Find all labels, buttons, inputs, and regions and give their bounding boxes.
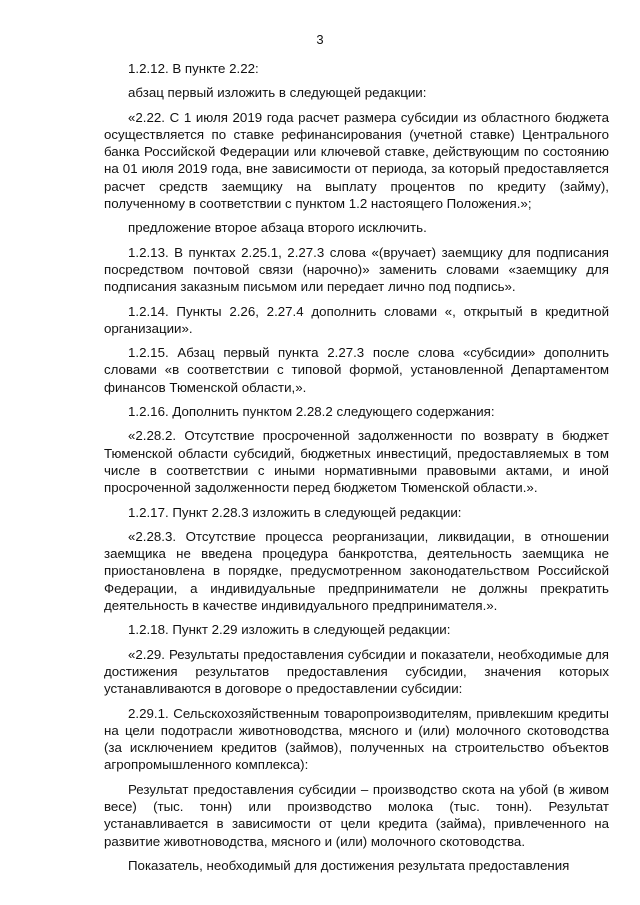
paragraph-1-2-12: 1.2.12. В пункте 2.22:: [128, 61, 259, 76]
paragraph-1-2-15: 1.2.15. Абзац первый пункта 2.27.3 после слова «субсидии» дополнить словами «в соответствии с типовой формой, установленной Департаментом финансов Тюменской области,».: [104, 345, 609, 395]
paragraph-1-2-16: 1.2.16. Дополнить пунктом 2.28.2 следующего содержания:: [128, 404, 495, 420]
paragraph-second-sentence: предложение второе абзаца второго исключить.: [128, 220, 427, 236]
paragraph-first-abzac: абзац первый изложить в следующей редакции:: [128, 85, 427, 101]
paragraph-1-2-14: 1.2.14. Пункты 2.26, 2.27.4 дополнить словами «, открытый в кредитной организации».: [104, 303, 609, 336]
paragraph-2-22-text: «2.22. С 1 июля 2019 года расчет размера субсидии из областного бюджета осуществляется по ставке рефинансирования (учетной ставке) Центрального банка Российской Федерации или ключевой ставке, действующим по состоянию на 01 июля 2019 года, вне зависимости от периода, за который предоставляется расчет средств заемщику на выплату процентов по кредиту (займу), полученному в соответствии с пунктом 1.2 настоящего Положения.»;: [104, 109, 609, 212]
paragraph-2-29-1: 2.29.1. Сельскохозяйственным товаропроизводителям, привлекшим кредиты на цели подотрасли животноводства, мясного и (или) молочного скотоводства (за исключением кредитов (займов), полученных на строительство объектов агропромышленного комплекса):: [104, 705, 609, 773]
paragraph-indicator: Показатель, необходимый для достижения результата предоставления: [128, 857, 570, 873]
paragraph-2-28-2-text: «2.28.2. Отсутствие просроченной задолженности по возврату в бюджет Тюменской области субсидий, бюджетных инвестиций, предоставляемых в том числе в соответствии с иными нормативными правовыми актами, и иной просроченной задолженности перед бюджетом Тюменской области.».: [104, 428, 609, 496]
document-body: [104, 60, 609, 874]
page-number: 3: [316, 32, 324, 47]
paragraph-2-29-text: «2.29. Результаты предоставления субсидии и показатели, необходимые для достижения результатов предоставления субсидии, значения которых устанавливаются в договоре о предоставлении субсидии:: [104, 646, 609, 697]
paragraph-2-28-3-text: «2.28.3. Отсутствие процесса реорганизации, ликвидации, в отношении заемщика не введена процедура банкротства, деятельность заемщика не приостановлена в порядке, предусмотренном законодательством Российской Федерации, а индивидуальные предприниматели не должны прекратить деятельность в качестве индивидуального предпринимателя.».: [104, 528, 609, 614]
paragraph-1-2-13: 1.2.13. В пунктах 2.25.1, 2.27.3 слова «(вручает) заемщику для подписания посредством почтовой связи (нарочно)» заменить словами «заемщику для подписания заказным письмом или передает лично под подпись».: [104, 244, 609, 295]
paragraph-1-2-17: 1.2.17. Пункт 2.28.3 изложить в следующей редакции:: [128, 504, 462, 520]
paragraph-1-2-18: 1.2.18. Пункт 2.29 изложить в следующей редакции:: [128, 622, 451, 638]
paragraph-result: Результат предоставления субсидии – производство скота на убой (в живом весе) (тыс. тонн) или производство молока (тыс. тонн). Результат устанавливается в зависимости от цели кредита (займа), привлеченного на развитие животноводства, мясного и (или) молочного скотоводства.: [104, 781, 609, 849]
